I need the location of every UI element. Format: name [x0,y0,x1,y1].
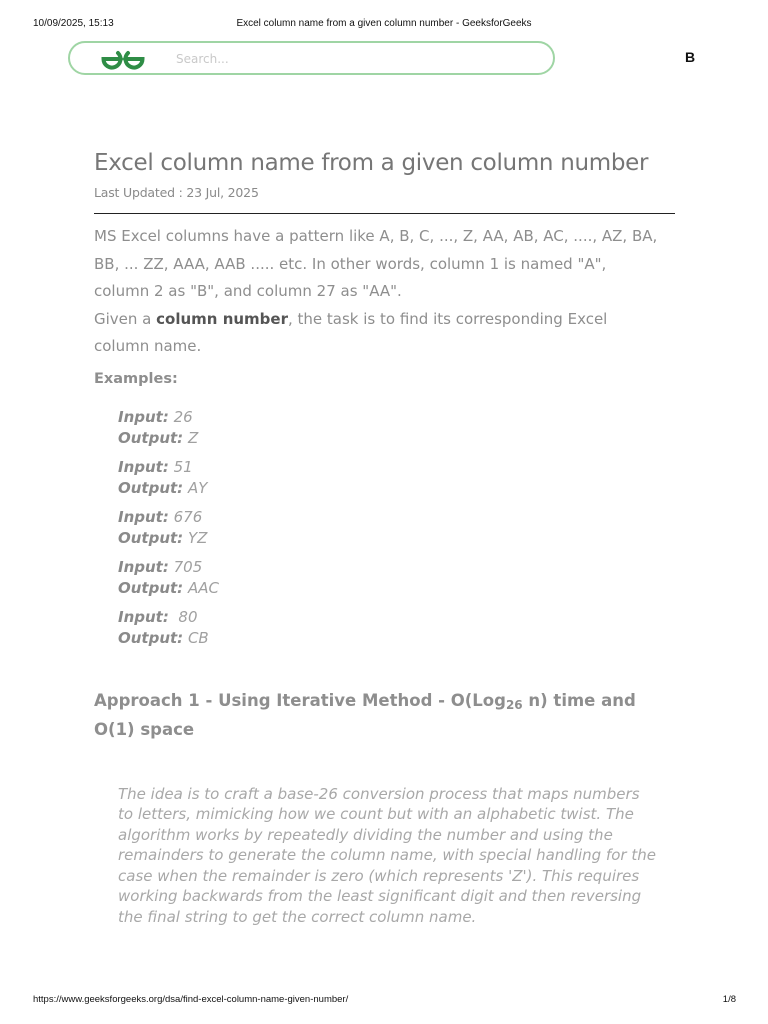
article [94,150,676,928]
intro-paragraph-2 [94,306,664,361]
input-label: Input: [118,407,169,426]
example-item [118,457,676,499]
search-input[interactable]: Search... [176,52,229,66]
output-label: Output: [118,528,184,547]
input-label: Input: [118,457,169,476]
example-input: 26 [168,407,193,426]
example-output: Z [183,428,199,447]
example-input: 51 [168,457,193,476]
example-item [118,557,676,599]
column-number-bold: column number [156,309,288,328]
example-input: 676 [168,507,203,526]
print-url: https://www.geeksforgeeks.org/dsa/find-excel-column-name-given-number/ [33,994,349,1005]
input-label: Input: [118,557,169,576]
intro-2-post: , the task is to find its corresponding Excel column name. [94,309,608,355]
example-item [118,507,676,549]
print-page-number: 1/8 [722,994,736,1005]
page-title: Excel column name from a given column number [94,150,649,176]
approach-heading [94,686,654,744]
output-label: Output: [118,478,184,497]
last-updated: Last Updated : 23 Jul, 2025 [94,185,259,200]
input-label: Input: [118,507,169,526]
example-output: YZ [183,528,208,547]
print-datetime: 10/09/2025, 15:13 [33,18,114,29]
example-item [118,407,676,449]
print-page-title: Excel column name from a given column number - GeeksforGeeks [236,18,532,29]
header-letter-b[interactable]: B [685,49,696,65]
output-label: Output: [118,428,184,447]
example-input: 705 [168,557,203,576]
example-output: AY [183,478,208,497]
search-bar[interactable] [68,41,555,75]
example-input: 80 [168,607,198,626]
log-base-subscript: 26 [505,697,523,712]
input-label: Input: [118,607,169,626]
geeksforgeeks-logo-icon[interactable] [100,47,146,71]
intro-2-pre: Given a [94,309,157,328]
example-output: AAC [183,578,219,597]
intro-paragraph-1: MS Excel columns have a pattern like A, B, C, ..., Z, AA, AB, AC, ...., AZ, BA, BB, ... ZZ, AAA, AAB ..... etc. In other words, column 1 is named "A", column 2 as "B", and column 27 as "AA". [94,227,658,300]
examples-heading: Examples: [94,370,178,387]
title-divider [94,213,675,214]
output-label: Output: [118,628,184,647]
examples-list [118,407,676,649]
output-label: Output: [118,578,184,597]
intro-text [94,223,664,361]
approach-heading-pre: Approach 1 - Using Iterative Method - O(Log [94,690,506,710]
example-item [118,607,676,649]
approach-idea-text: The idea is to craft a base-26 conversion process that maps numbers to letters, mimicking how we count but with an alphabetic twist. The algorithm works by repeatedly dividing the number and using the remainders to generate the column name, with special handling for the case when the remainder is zero (which represents 'Z'). This requires working backwards from the least significant digit and then reversing the final string to get the correct column name. [118,784,656,927]
approach-heading-post: n) time and O(1) space [94,690,636,739]
example-output: CB [183,628,209,647]
